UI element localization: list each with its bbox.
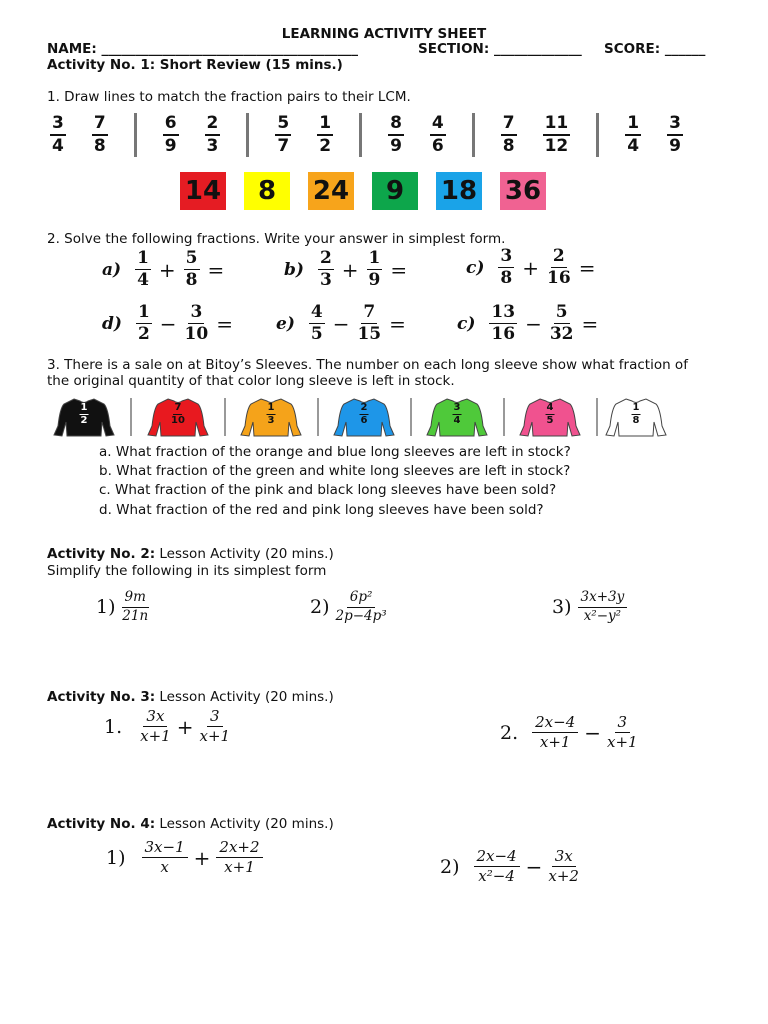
denominator: 16	[491, 324, 516, 344]
denominator: 21n	[122, 607, 149, 624]
numerator: 6p²	[347, 591, 376, 608]
separator-bar	[359, 113, 362, 157]
denominator: 6	[431, 136, 444, 156]
long-sleeve-shirt	[146, 396, 210, 438]
denominator: 2	[137, 324, 150, 344]
denominator: 15	[357, 324, 382, 344]
fraction-problem	[276, 304, 406, 343]
fraction-1	[474, 849, 520, 884]
numerator: 9m	[122, 591, 149, 608]
denominator: x²−y²	[583, 607, 622, 624]
operator: −	[525, 854, 543, 879]
denominator: 3	[267, 415, 275, 426]
long-sleeve-shirt	[239, 396, 303, 438]
problem-row	[457, 304, 598, 343]
activity2-instruction: Simplify the following in its simplest form	[47, 563, 327, 579]
numerator: 2	[552, 246, 565, 266]
denominator: 9	[368, 270, 381, 290]
equals-sign: =	[389, 311, 406, 336]
denominator: 6	[360, 415, 368, 426]
activity1-heading: Activity No. 1: Short Review (15 mins.)	[47, 57, 343, 73]
fraction	[543, 115, 571, 155]
item-number: 2)	[440, 855, 460, 878]
fraction	[430, 115, 446, 155]
activity3-heading-bold: Activity No. 3:	[47, 689, 156, 705]
sheet-title: LEARNING ACTIVITY SHEET	[281, 26, 487, 42]
fraction-pair[interactable]	[163, 115, 221, 155]
operator: −	[332, 311, 350, 336]
fraction	[135, 250, 151, 289]
problem-row	[276, 304, 406, 343]
problem-label: b)	[284, 259, 304, 280]
numerator: 1	[137, 248, 149, 268]
operator: +	[193, 845, 211, 870]
fraction	[501, 115, 517, 155]
problem-row	[466, 248, 595, 287]
lcm-box[interactable]: 18	[436, 172, 482, 210]
numerator: 1	[137, 302, 150, 322]
numerator: 1	[267, 402, 275, 413]
numerator: 1	[368, 248, 381, 268]
denominator: 9	[669, 136, 681, 156]
numerator: 5	[185, 248, 198, 268]
numerator: 1	[625, 115, 641, 136]
fraction	[625, 115, 641, 155]
problem-row	[102, 250, 224, 289]
numerator: 2x−4	[532, 715, 578, 733]
lcm-boxes-row	[180, 172, 546, 210]
denominator: 12	[544, 136, 569, 156]
fraction	[357, 304, 381, 343]
numerator: 3	[667, 115, 683, 136]
operator: +	[522, 255, 540, 280]
activity4-item-2	[440, 849, 579, 884]
activity3-heading	[47, 689, 334, 705]
fraction-pair[interactable]	[388, 115, 446, 155]
sleeve-fraction-label	[360, 403, 369, 426]
fraction	[309, 304, 325, 343]
denominator: x+1	[607, 733, 638, 751]
fraction-problem	[457, 304, 598, 343]
denominator: 2p−4p³	[335, 607, 387, 624]
score-row	[604, 41, 705, 57]
lcm-box[interactable]: 36	[500, 172, 546, 210]
activity2-heading-rest: Lesson Activity (20 mins.)	[155, 546, 334, 562]
fraction	[367, 250, 383, 289]
item-number: 2.	[500, 721, 519, 744]
denominator: 8	[632, 415, 640, 426]
numerator: 3	[207, 709, 223, 727]
problem-row	[102, 304, 233, 343]
denominator: 16	[547, 268, 571, 288]
denominator: 9	[390, 136, 402, 156]
fraction-pair[interactable]	[275, 115, 333, 155]
fraction	[275, 115, 291, 155]
item-number: 3)	[552, 596, 572, 618]
numerator: 2	[360, 402, 368, 413]
numerator: 3	[50, 115, 66, 136]
problem-row	[284, 250, 407, 289]
numerator: 1	[80, 402, 88, 413]
lcm-box[interactable]: 8	[244, 172, 290, 210]
numerator: 7	[92, 115, 108, 136]
denominator: x+1	[539, 733, 571, 751]
rational-expression	[122, 591, 149, 623]
long-sleeve-shirt	[332, 396, 396, 438]
denominator: x+1	[199, 727, 231, 745]
numerator: 5	[275, 115, 291, 136]
name-label: NAME:	[47, 41, 97, 57]
numerator: 1	[317, 115, 333, 136]
numerator: 3x+3y	[578, 591, 628, 608]
denominator: 4	[137, 270, 149, 290]
sleeve-fraction-label	[171, 403, 185, 426]
numerator: 3	[500, 246, 513, 266]
score-label: SCORE:	[604, 41, 661, 57]
separator-bar	[317, 398, 319, 436]
fraction-problem	[284, 250, 407, 289]
numerator: 1	[632, 402, 640, 413]
section-label: SECTION:	[418, 41, 490, 57]
numerator: 7	[363, 302, 376, 322]
denominator: 32	[549, 324, 574, 344]
denominator: x	[160, 858, 169, 876]
denominator: 5	[310, 324, 323, 344]
problem-label: e)	[276, 313, 295, 334]
fraction	[318, 250, 334, 289]
fraction-2	[216, 840, 262, 875]
item-number: 2)	[310, 596, 330, 618]
separator-bar	[596, 113, 599, 157]
fraction-problem	[102, 250, 224, 289]
activity3-item-2	[500, 715, 638, 750]
denominator: 5	[546, 415, 554, 426]
problem-label: d)	[102, 313, 122, 334]
operator: −	[584, 720, 602, 745]
fraction	[92, 115, 108, 155]
activity1-q3-line2: the original quantity of that color long sleeve is left in stock.	[47, 373, 455, 389]
activity1-q2: 2. Solve the following fractions. Write your answer in simplest form.	[47, 231, 506, 247]
fraction	[547, 248, 571, 287]
item-number: 1.	[104, 715, 123, 738]
separator-bar	[410, 398, 412, 436]
sleeve-question-c: c. What fraction of the pink and black long sleeves have been sold?	[99, 482, 557, 498]
separator-bar	[246, 113, 249, 157]
separator-bar	[596, 398, 598, 436]
denominator: x+2	[548, 867, 579, 885]
fraction	[489, 304, 517, 343]
fraction-pairs-row	[50, 112, 750, 158]
fraction	[50, 115, 66, 155]
fraction-2	[607, 715, 638, 750]
sleeve-fraction-label	[267, 403, 276, 426]
operator: +	[176, 714, 194, 739]
activity4-item-1	[106, 840, 263, 875]
separator-bar	[503, 398, 505, 436]
rational-expression	[578, 591, 628, 623]
numerator: 4	[546, 402, 554, 413]
denominator: 9	[164, 136, 177, 156]
lcm-box[interactable]: 14	[180, 172, 226, 210]
denominator: 4	[52, 136, 64, 156]
activity3-item-1	[104, 709, 230, 744]
denominator: 8	[500, 268, 513, 288]
fraction	[163, 115, 179, 155]
activity2-item-3	[552, 591, 627, 623]
denominator: 10	[171, 415, 185, 426]
activity1-q1: 1. Draw lines to match the fraction pairs to their LCM.	[47, 89, 411, 105]
separator-bar	[472, 113, 475, 157]
denominator: 4	[453, 415, 461, 426]
denominator: 3	[319, 270, 332, 290]
numerator: 6	[163, 115, 179, 136]
equals-sign: =	[390, 257, 408, 282]
long-sleeve-shirt	[518, 396, 582, 438]
numerator: 2x−4	[474, 849, 520, 867]
problem-label: c)	[457, 313, 476, 334]
fraction-2	[199, 709, 230, 744]
activity1-q3-line1: 3. There is a sale on at Bitoy’s Sleeves. The number on each long sleeve show what fraction of	[47, 357, 688, 373]
sleeve-fraction-label	[80, 403, 89, 426]
denominator: 10	[184, 324, 209, 344]
activity2-heading-bold: Activity No. 2:	[47, 546, 156, 562]
numerator: 4	[430, 115, 446, 136]
operator: −	[159, 311, 177, 336]
section-row	[418, 41, 582, 57]
fraction	[550, 304, 574, 343]
sleeve-question-d: d. What fraction of the red and pink long sleeves have been sold?	[99, 502, 544, 518]
operator: +	[158, 257, 176, 282]
fraction	[185, 304, 209, 343]
numerator: 2x+2	[216, 840, 262, 858]
fraction-pair[interactable]	[625, 115, 683, 155]
problem-label: c)	[466, 257, 485, 278]
score-blank[interactable]: ______	[664, 41, 706, 57]
item-number: 1)	[106, 846, 126, 869]
operator: +	[341, 257, 359, 282]
fraction-pair[interactable]	[501, 115, 571, 155]
denominator: x²−4	[478, 867, 515, 885]
fraction-problem	[466, 248, 595, 287]
lcm-box[interactable]: 9	[372, 172, 418, 210]
sleeve-fraction-label	[632, 403, 641, 426]
fraction	[136, 304, 152, 343]
numerator: 4	[310, 302, 323, 322]
numerator: 8	[388, 115, 404, 136]
numerator: 2	[205, 115, 221, 136]
activity3-heading-rest: Lesson Activity (20 mins.)	[155, 689, 334, 705]
numerator: 13	[491, 302, 516, 322]
fraction-1	[532, 715, 578, 750]
fraction-1	[142, 840, 188, 875]
denominator: 8	[502, 136, 515, 156]
separator-bar	[134, 113, 137, 157]
equals-sign: =	[216, 311, 233, 336]
activity2-heading	[47, 546, 334, 562]
separator-bar	[130, 398, 132, 436]
denominator: 3	[206, 136, 219, 156]
denominator: 7	[277, 136, 290, 156]
long-sleeve-shirt	[52, 396, 116, 438]
numerator: 7	[174, 402, 182, 413]
long-sleeve-shirt	[425, 396, 489, 438]
fraction	[317, 115, 333, 155]
denominator: 8	[185, 270, 198, 290]
fraction	[388, 115, 404, 155]
long-sleeve-shirt	[604, 396, 668, 438]
denominator: 2	[319, 136, 332, 156]
activity2-item-2	[310, 591, 387, 623]
numerator: 3x	[143, 709, 167, 727]
fraction-1	[140, 709, 171, 744]
fraction	[205, 115, 221, 155]
fraction	[667, 115, 683, 155]
sleeve-fraction-label	[546, 403, 555, 426]
section-blank[interactable]: _____________	[493, 41, 582, 57]
numerator: 3	[190, 302, 203, 322]
numerator: 7	[501, 115, 517, 136]
numerator: 3x−1	[142, 840, 188, 858]
activity2-item-1	[96, 591, 149, 623]
fraction	[184, 250, 200, 289]
lcm-box[interactable]: 24	[308, 172, 354, 210]
activity4-heading	[47, 816, 334, 832]
activity4-heading-bold: Activity No. 4:	[47, 816, 156, 832]
equals-sign: =	[207, 257, 225, 282]
denominator: 4	[627, 136, 640, 156]
numerator: 3	[615, 715, 631, 733]
separator-bar	[224, 398, 226, 436]
fraction-problem	[102, 304, 233, 343]
numerator: 3x	[552, 849, 576, 867]
fraction-pair[interactable]	[50, 115, 108, 155]
numerator: 5	[555, 302, 568, 322]
problem-label: a)	[102, 259, 122, 280]
sleeve-question-b: b. What fraction of the green and white long sleeves are left in stock?	[99, 463, 571, 479]
name-row	[47, 41, 358, 57]
operator: −	[525, 311, 542, 336]
denominator: 2	[80, 415, 88, 426]
sleeve-question-a: a. What fraction of the orange and blue long sleeves are left in stock?	[99, 444, 571, 460]
numerator: 2	[319, 248, 332, 268]
item-number: 1)	[96, 596, 116, 618]
fraction	[498, 248, 514, 287]
activity4-heading-rest: Lesson Activity (20 mins.)	[155, 816, 334, 832]
fraction-2	[548, 849, 579, 884]
numerator: 11	[543, 115, 571, 136]
denominator: 8	[93, 136, 106, 156]
rational-expression	[336, 591, 387, 623]
equals-sign: =	[578, 255, 596, 280]
denominator: x+1	[224, 858, 255, 876]
denominator: x+1	[140, 727, 171, 745]
numerator: 3	[453, 402, 461, 413]
sleeve-fraction-label	[453, 403, 462, 426]
name-blank[interactable]: ______________________________________	[101, 41, 359, 57]
equals-sign: =	[581, 311, 599, 336]
